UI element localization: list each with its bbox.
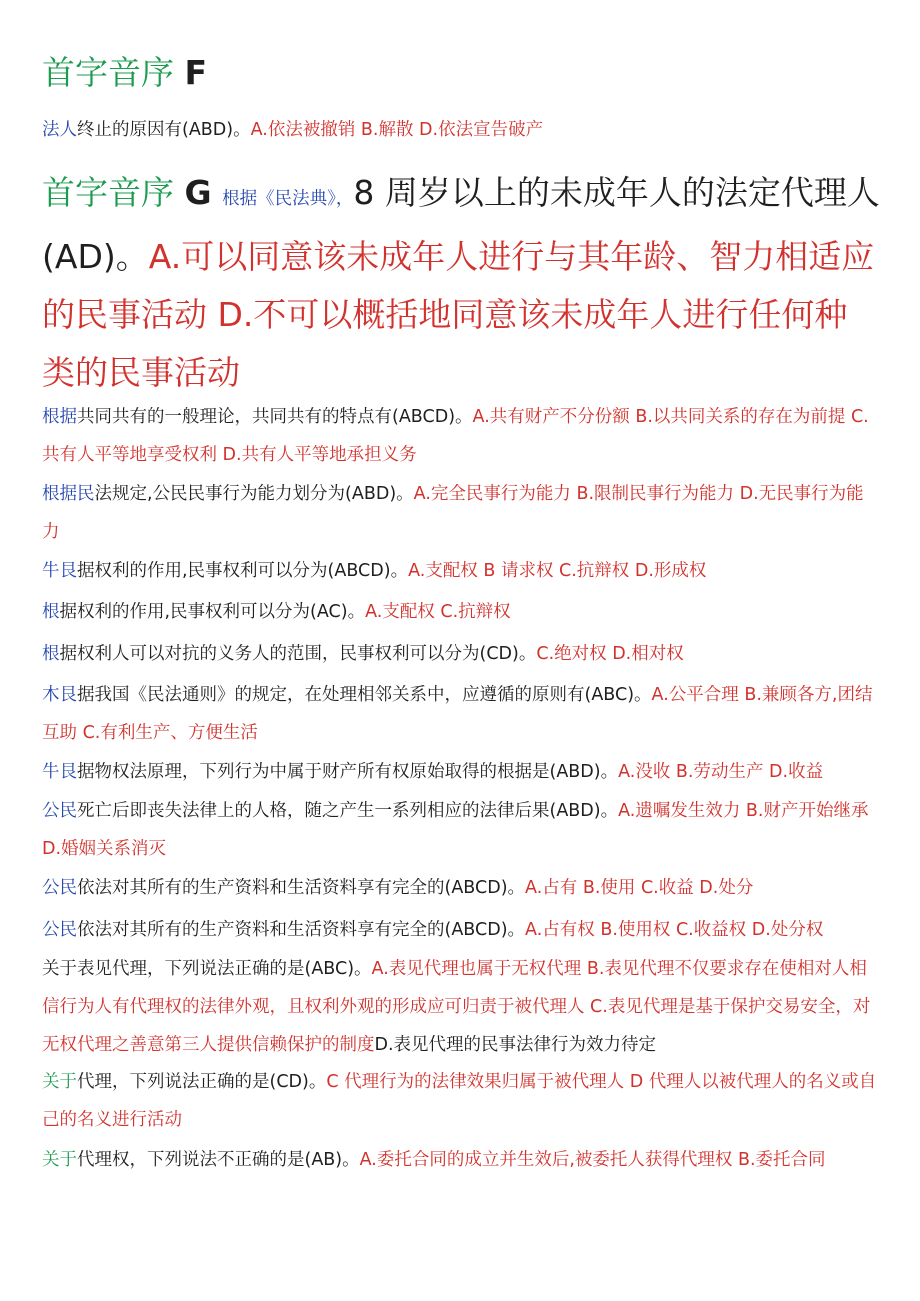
entry-lead: 根: [42, 644, 60, 664]
section-heading-g: [42, 164, 880, 402]
entry-question: 据我国《民法通则》的规定，在处理相邻关系中，应遵循的原则有(ABC)。: [77, 685, 652, 705]
entry-lead: 关于: [42, 1150, 77, 1170]
entry-answer: A.共有财产不分份额 B.以共同关系的存在为前提 C.共有人平等地享受权利 D.共有人平等地承担义务: [42, 407, 869, 465]
question-entry: [42, 593, 880, 631]
entry-answer: A.完全民事行为能力 B.限制民事行为能力 D.无民事行为能力: [42, 484, 864, 542]
question-entry: [42, 1063, 880, 1139]
entry-lead: 牛艮: [42, 762, 77, 782]
entry-question: 依法对其所有的生产资料和生活资料享有完全的(ABCD)。: [77, 878, 526, 898]
entry-question: 据权利的作用,民事权利可以分为(AC)。: [59, 602, 366, 622]
entry-answer: A.公平合理 B.兼顾各方,团结互助 C.有利生产、方便生活: [42, 685, 873, 743]
entry-question: 死亡后即丧失法律上的人格，随之产生一系列相应的法律后果(ABD)。: [77, 801, 619, 821]
question-entry: [42, 676, 880, 752]
entry-question: 代理，下列说法正确的是(CD)。: [77, 1072, 327, 1092]
entry-lead: 公民: [42, 920, 77, 940]
entry-question: 代理权，下列说法不正确的是(AB)。: [77, 1150, 360, 1170]
question-entry: [42, 950, 880, 1064]
entry-answer: C 代理行为的法律效果归属于被代理人 D 代理人以被代理人的名义或自己的名义进行活动: [42, 1072, 877, 1130]
entry-question: 依法对其所有的生产资料和生活资料享有完全的(ABCD)。: [77, 920, 526, 940]
question-entry: [42, 869, 880, 907]
entry-answer: A.占有权 B.使用权 C.收益权 D.处分权: [525, 920, 824, 940]
entry-answer: C.绝对权 D.相对权: [536, 644, 684, 664]
entry-lead: 关于: [42, 1072, 77, 1092]
entry-lead: 公民: [42, 801, 77, 821]
question-entry: [42, 911, 880, 949]
question-entry: [42, 552, 880, 590]
entry-lead: 法人: [42, 120, 77, 140]
entry-answer: A.占有 B.使用 C.收益 D.处分: [525, 878, 754, 898]
entry-lead: 根据《民法典》，: [222, 189, 354, 209]
entry-lead: 根据民: [42, 484, 95, 504]
question-entry: [42, 792, 880, 868]
entry-question: 据物权法原理，下列行为中属于财产所有权原始取得的根据是(ABD)。: [77, 762, 619, 782]
entry-answer: A.可以同意该未成年人进行与其年龄、智力相适应的民事活动 D.不可以概括地同意该未成年人进行任何种类的民事活动: [42, 237, 875, 392]
entry-lead: 根据: [42, 407, 77, 427]
entry-answer: A.没收 B.劳动生产 D.收益: [618, 762, 824, 782]
question-entry: [42, 398, 880, 474]
section-prefix: 首字音序: [42, 173, 174, 212]
entry-question: 8 周岁以上的未成年人的法定代理人(AD)。: [42, 173, 880, 276]
section-prefix: 首字音序: [42, 53, 174, 92]
entry-answer: A.表见代理也属于无权代理 B.表见代理不仅要求存在使相对人相信行为人有代理权的法律外观，且权利外观的形成应可归责于被代理人 C.表见代理是基于保护交易安全，对无权代理之善意第三人提供信赖保护的制度: [42, 959, 871, 1055]
entry-question: 关于表见代理，下列说法正确的是(ABC)。: [42, 959, 372, 979]
question-entry: [42, 111, 880, 149]
entry-answer: A.支配权 B 请求权 C.抗辩权 D.形成权: [408, 561, 707, 581]
question-entry: [42, 635, 880, 673]
entry-answer: A.委托合同的成立并生效后,被委托人获得代理权 B.委托合同: [359, 1150, 826, 1170]
entry-question: 法规定,公民民事行为能力划分为(ABD)。: [94, 484, 414, 504]
entry-answer: A.遗嘱发生效力 B.财产开始继承 D.婚姻关系消灭: [42, 801, 869, 859]
entry-lead: 根: [42, 602, 60, 622]
question-entry: [42, 1141, 880, 1179]
section-letter: F: [184, 53, 208, 92]
section-heading-f: [42, 53, 207, 93]
entry-question: 据权利的作用,民事权利可以分为(ABCD)。: [77, 561, 409, 581]
entry-lead: 公民: [42, 878, 77, 898]
question-entry: [42, 475, 880, 551]
question-entry: [42, 753, 880, 791]
entry-answer-tail: D.表见代理的民事法律行为效力待定: [374, 1035, 657, 1055]
entry-answer: A.依法被撤销 B.解散 D.依法宣告破产: [250, 120, 544, 140]
entry-question: 终止的原因有(ABD)。: [77, 120, 251, 140]
entry-lead: 牛艮: [42, 561, 77, 581]
entry-question: 共同共有的一般理论，共同共有的特点有(ABCD)。: [77, 407, 473, 427]
entry-lead: 木艮: [42, 685, 77, 705]
section-letter: G: [184, 173, 212, 212]
entry-question: 据权利人可以对抗的义务人的范围，民事权利可以分为(CD)。: [59, 644, 537, 664]
entry-answer: A.支配权 C.抗辩权: [365, 602, 511, 622]
